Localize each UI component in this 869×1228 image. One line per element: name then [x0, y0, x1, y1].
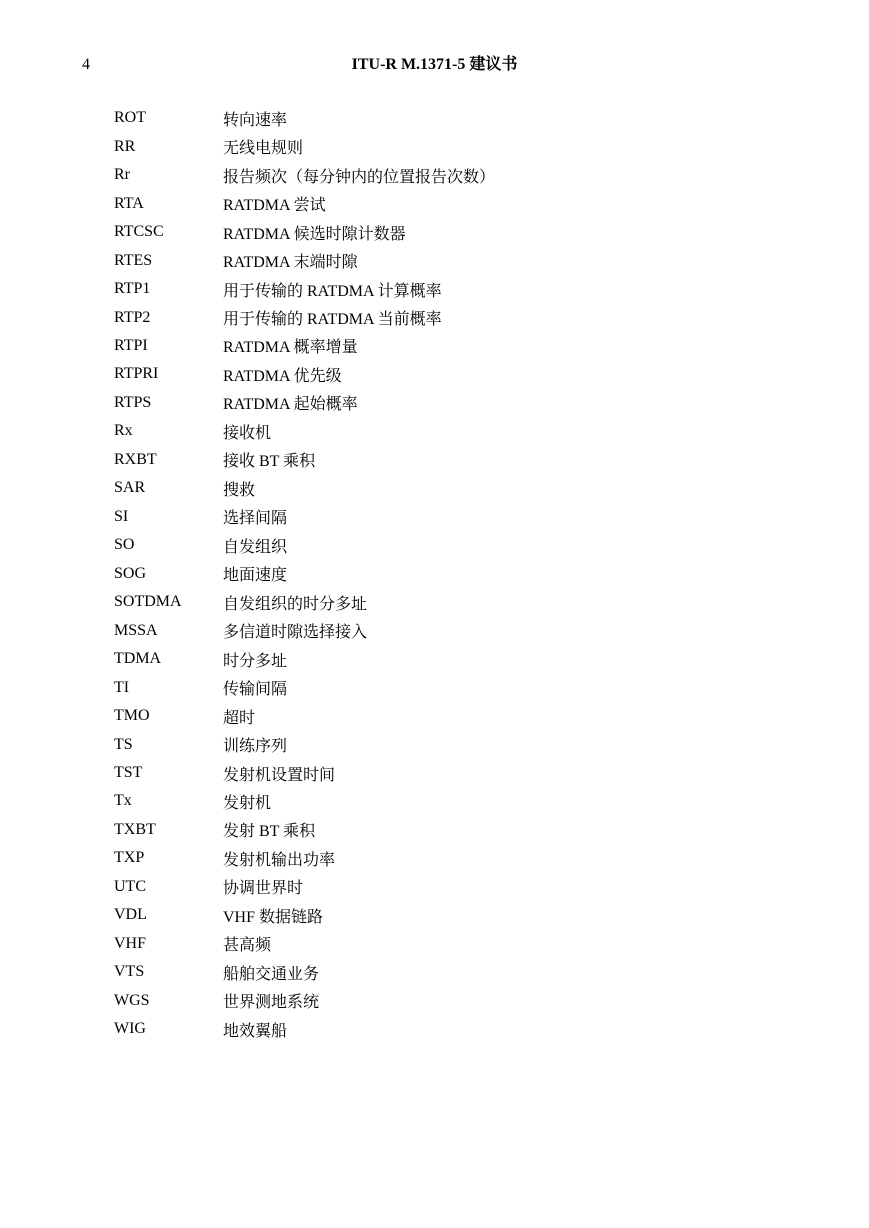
abbreviation-definition: 超时 — [223, 709, 256, 727]
abbreviation-row — [114, 645, 754, 673]
abbreviation-term: Tx — [114, 792, 132, 810]
abbreviation-term: SOG — [114, 564, 147, 582]
abbreviation-term: RTCSC — [114, 223, 164, 241]
abbreviation-definition: 用于传输的 RATDMA 计算概率 — [223, 282, 442, 300]
abbreviation-list — [114, 104, 754, 1043]
abbreviation-definition: 船舶交通业务 — [223, 965, 320, 983]
abbreviation-row — [114, 503, 754, 531]
abbreviation-row — [114, 104, 754, 132]
abbreviation-row — [114, 446, 754, 474]
abbreviation-term: TMO — [114, 707, 150, 725]
abbreviation-row — [114, 161, 754, 189]
abbreviation-term: WIG — [114, 1020, 146, 1038]
abbreviation-row — [114, 958, 754, 986]
abbreviation-row — [114, 531, 754, 559]
abbreviation-term: RTPRI — [114, 365, 159, 383]
abbreviation-term: TDMA — [114, 650, 162, 668]
abbreviation-row — [114, 389, 754, 417]
abbreviation-term: Rr — [114, 166, 130, 184]
abbreviation-row — [114, 787, 754, 815]
abbreviation-definition: 选择间隔 — [223, 510, 288, 528]
abbreviation-row — [114, 417, 754, 445]
abbreviation-term: RTP1 — [114, 280, 151, 298]
abbreviation-definition: 发射机 — [223, 794, 272, 812]
abbreviation-row — [114, 873, 754, 901]
abbreviation-definition: 多信道时隙选择接入 — [223, 624, 368, 642]
abbreviation-definition: 世界测地系统 — [223, 994, 320, 1012]
abbreviation-row — [114, 702, 754, 730]
abbreviation-row — [114, 1015, 754, 1043]
abbreviation-definition: RATDMA 末端时隙 — [223, 254, 358, 272]
abbreviation-term: RTES — [114, 251, 153, 269]
abbreviation-definition: 地面速度 — [223, 567, 288, 585]
abbreviation-definition: 甚高频 — [223, 937, 272, 955]
abbreviation-row — [114, 474, 754, 502]
abbreviation-term: SI — [114, 507, 129, 525]
abbreviation-term: TST — [114, 764, 143, 782]
page-number: 4 — [82, 56, 90, 73]
abbreviation-row — [114, 332, 754, 360]
abbreviation-definition: 传输间隔 — [223, 681, 288, 699]
abbreviation-row — [114, 901, 754, 929]
abbreviation-definition: 协调世界时 — [223, 880, 304, 898]
abbreviation-term: RTPI — [114, 336, 148, 354]
abbreviation-row — [114, 303, 754, 331]
abbreviation-term: TXBT — [114, 820, 156, 838]
abbreviation-definition: RATDMA 候选时隙计数器 — [223, 225, 406, 243]
abbreviation-term: SOTDMA — [114, 593, 182, 611]
abbreviation-definition: 发射 BT 乘积 — [223, 823, 316, 841]
abbreviation-definition: 接收 BT 乘积 — [223, 453, 316, 471]
abbreviation-definition: 搜救 — [223, 481, 256, 499]
abbreviation-row — [114, 246, 754, 274]
abbreviation-definition: 发射机输出功率 — [223, 851, 336, 869]
abbreviation-definition: 用于传输的 RATDMA 当前概率 — [223, 311, 442, 329]
abbreviation-row — [114, 930, 754, 958]
abbreviation-term: Rx — [114, 422, 133, 440]
abbreviation-definition: 时分多址 — [223, 652, 288, 670]
abbreviation-term: RTA — [114, 194, 144, 212]
abbreviation-term: RR — [114, 137, 136, 155]
abbreviation-row — [114, 360, 754, 388]
abbreviation-row — [114, 616, 754, 644]
abbreviation-term: SAR — [114, 479, 146, 497]
abbreviation-row — [114, 218, 754, 246]
abbreviation-definition: 自发组织的时分多址 — [223, 595, 368, 613]
abbreviation-row — [114, 132, 754, 160]
abbreviation-row — [114, 759, 754, 787]
abbreviation-definition: RATDMA 起始概率 — [223, 396, 358, 414]
abbreviation-definition: 地效翼船 — [223, 1022, 288, 1040]
abbreviation-term: VHF — [114, 934, 147, 952]
abbreviation-term: VDL — [114, 906, 147, 924]
abbreviation-term: RTPS — [114, 393, 152, 411]
abbreviation-row — [114, 588, 754, 616]
abbreviation-row — [114, 560, 754, 588]
abbreviation-row — [114, 673, 754, 701]
abbreviation-definition: 自发组织 — [223, 538, 288, 556]
abbreviation-definition: 无线电规则 — [223, 140, 304, 158]
abbreviation-row — [114, 275, 754, 303]
abbreviation-term: SO — [114, 536, 135, 554]
abbreviation-term: UTC — [114, 877, 146, 895]
abbreviation-term: TI — [114, 678, 130, 696]
abbreviation-row — [114, 987, 754, 1015]
abbreviation-definition: VHF 数据链路 — [223, 908, 324, 926]
abbreviation-definition: RATDMA 优先级 — [223, 367, 342, 385]
abbreviation-term: VTS — [114, 963, 145, 981]
abbreviation-definition: 接收机 — [223, 424, 272, 442]
page-header-title: ITU-R M.1371-5 建议书 — [351, 56, 518, 73]
abbreviation-row — [114, 730, 754, 758]
abbreviation-term: RXBT — [114, 450, 157, 468]
abbreviation-row — [114, 816, 754, 844]
abbreviation-definition: RATDMA 概率增量 — [223, 339, 358, 357]
abbreviation-term: ROT — [114, 109, 146, 127]
abbreviation-row — [114, 844, 754, 872]
abbreviation-term: TXP — [114, 849, 145, 867]
abbreviation-row — [114, 189, 754, 217]
abbreviation-term: MSSA — [114, 621, 158, 639]
abbreviation-definition: 发射机设置时间 — [223, 766, 336, 784]
abbreviation-term: RTP2 — [114, 308, 151, 326]
abbreviation-term: TS — [114, 735, 133, 753]
abbreviation-definition: 训练序列 — [223, 738, 288, 756]
abbreviation-term: WGS — [114, 991, 150, 1009]
abbreviation-definition: 转向速率 — [223, 111, 288, 129]
abbreviation-definition: RATDMA 尝试 — [223, 197, 326, 215]
abbreviation-definition: 报告频次（每分钟内的位置报告次数） — [223, 168, 496, 186]
